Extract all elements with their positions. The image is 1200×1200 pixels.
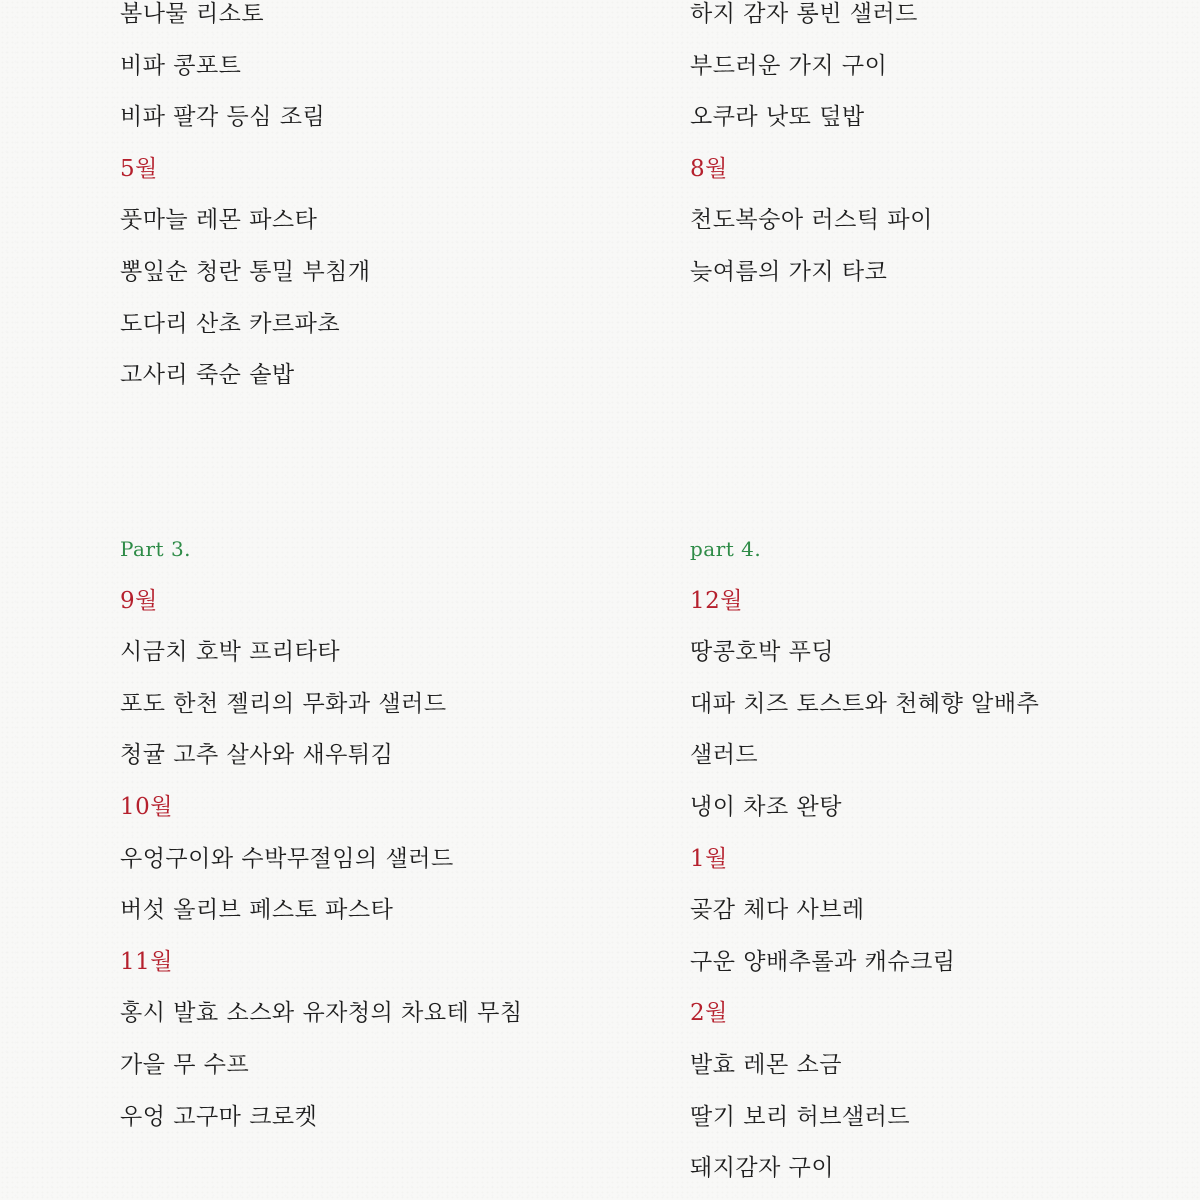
- recipe-item: 우엉 고구마 크로켓: [120, 1103, 318, 1130]
- recipe-item: 포도 한천 젤리의 무화과 샐러드: [120, 690, 447, 717]
- recipe-item: 대파 치즈 토스트와 천혜향 알배추: [690, 690, 1040, 717]
- recipe-item: 고사리 죽순 솥밥: [120, 362, 295, 389]
- recipe-item: 곶감 체다 사브레: [690, 897, 865, 924]
- recipe-item: 홍시 발효 소스와 유자청의 차요테 무침: [120, 1000, 523, 1027]
- recipe-item: 청귤 고추 살사와 새우튀김: [120, 742, 394, 769]
- recipe-item: 냉이 차조 완탕: [690, 793, 842, 820]
- recipe-item: 오쿠라 낫또 덮밥: [690, 104, 865, 131]
- recipe-item: 샐러드: [690, 742, 759, 769]
- recipe-item: 발효 레몬 소금: [690, 1051, 842, 1078]
- recipe-item: 봄나물 리소토: [120, 1, 265, 27]
- part-title: part 4.: [690, 537, 762, 561]
- recipe-item: 뽕잎순 청란 통밀 부침개: [120, 258, 371, 285]
- part-title: Part 3.: [120, 537, 192, 561]
- recipe-list-top-left: [120, 0, 371, 402]
- recipe-item: 버섯 올리브 페스토 파스타: [120, 897, 394, 924]
- recipe-item: 도다리 산초 카르파초: [120, 310, 341, 337]
- month-heading-october: 10월: [120, 793, 173, 820]
- month-heading-september: 9월: [120, 587, 158, 614]
- recipe-item: 딸기 보리 허브샐러드: [690, 1103, 911, 1130]
- recipe-list-part-3: [120, 524, 523, 1143]
- recipe-item: 부드러운 가지 구이: [690, 52, 888, 79]
- recipe-item: 천도복숭아 러스틱 파이: [690, 207, 933, 234]
- recipe-list-part-4: [690, 524, 1039, 1195]
- recipe-item: 돼지감자 구이: [690, 1155, 835, 1182]
- recipe-item: 하지 감자 롱빈 샐러드: [690, 1, 918, 27]
- month-heading-may: 5월: [120, 155, 158, 182]
- recipe-item: 우엉구이와 수박무절임의 샐러드: [120, 845, 454, 872]
- recipe-item: 구운 양배추롤과 캐슈크림: [690, 948, 956, 975]
- recipe-item: 시금치 호박 프리타타: [120, 639, 341, 666]
- month-heading-february: 2월: [690, 1000, 728, 1027]
- month-heading-january: 1월: [690, 845, 728, 872]
- month-heading-november: 11월: [120, 948, 173, 975]
- recipe-list-top-right: [690, 0, 933, 299]
- recipe-item: 비파 콩포트: [120, 52, 242, 79]
- recipe-item: 풋마늘 레몬 파스타: [120, 207, 318, 234]
- recipe-item: 가을 무 수프: [120, 1051, 250, 1078]
- month-heading-december: 12월: [690, 587, 743, 614]
- recipe-item: 늦여름의 가지 타코: [690, 258, 888, 285]
- recipe-item: 땅콩호박 푸딩: [690, 639, 835, 666]
- month-heading-august: 8월: [690, 155, 728, 182]
- recipe-item: 비파 팔각 등심 조림: [120, 104, 326, 131]
